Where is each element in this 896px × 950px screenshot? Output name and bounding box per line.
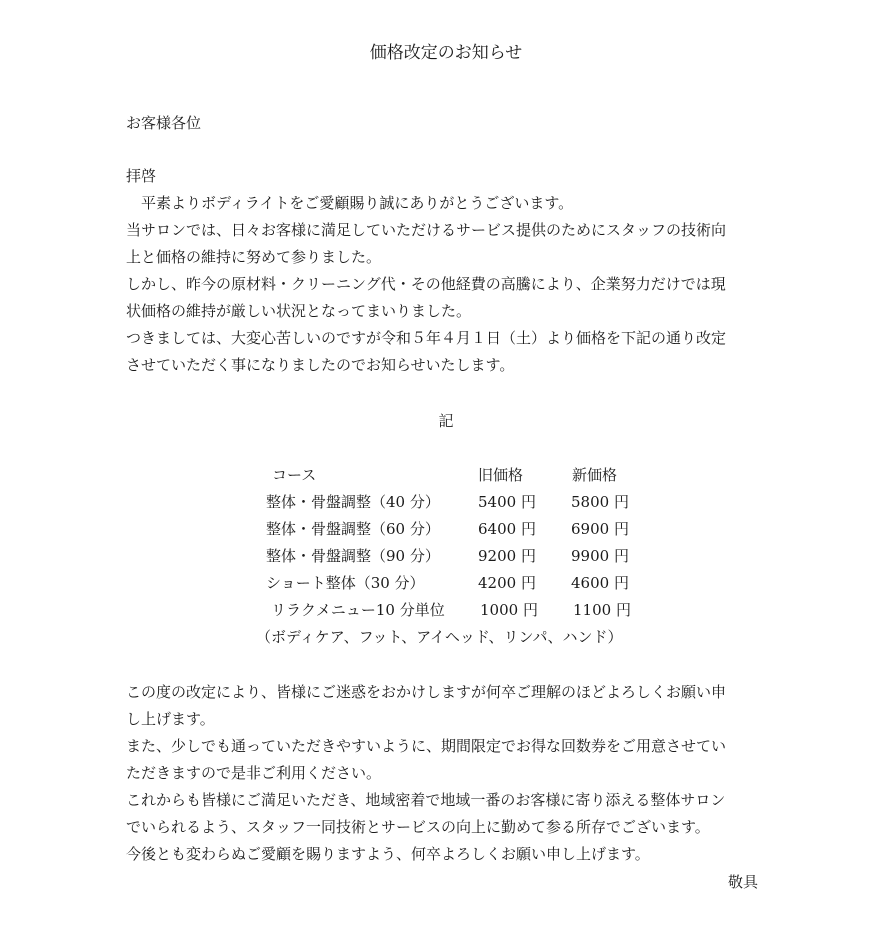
row-course: 整体・骨盤調整（90 分） <box>266 547 440 565</box>
opening-greeting: 拝啓 <box>126 167 157 185</box>
row-old-price: 6400 円 <box>478 520 536 538</box>
header-old-price: 旧価格 <box>478 466 524 484</box>
row-new-price: 5800 円 <box>571 493 629 511</box>
closing-line: この度の改定により、皆様にご迷惑をおかけしますが何卒ご理解のほどよろしくお願い申 <box>126 683 727 701</box>
body-line: 上と価格の維持に努めて参りました。 <box>126 248 382 266</box>
closing-line: でいられるよう、スタッフ一同技術とサービスの向上に勤めて参る所存でございます。 <box>126 818 710 836</box>
closing-line: これからも皆様にご満足いただき、地域密着で地域一番のお客様に寄り添える整体サロン <box>126 791 726 809</box>
row-course: 整体・骨盤調整（60 分） <box>266 520 440 538</box>
body-line: させていただく事になりましたのでお知らせいたします。 <box>126 356 515 374</box>
row-new-price: 1100 円 <box>573 601 631 619</box>
document-title: 価格改定のお知らせ <box>369 43 523 63</box>
closing-line: また、少しでも通っていただきやすいように、期間限定でお得な回数券をご用意させてい <box>126 737 727 755</box>
body-line: しかし、昨今の原材料・クリーニング代・その他経費の高騰により、企業努力だけでは現 <box>126 275 726 293</box>
menu-note: （ボディケア、フット、アイヘッド、リンパ、ハンド） <box>256 628 623 646</box>
header-course: コース <box>272 466 317 484</box>
row-course: リラクメニュー10 分単位 <box>271 601 445 619</box>
row-old-price: 9200 円 <box>478 547 536 565</box>
addressee: お客様各位 <box>126 114 202 132</box>
header-new-price: 新価格 <box>572 466 618 484</box>
closing-line: 今後とも変わらぬご愛顧を賜りますよう、何卒よろしくお願い申し上げます。 <box>126 845 650 863</box>
row-new-price: 9900 円 <box>571 547 629 565</box>
row-new-price: 6900 円 <box>571 520 629 538</box>
body-line: 当サロンでは、日々お客様に満足していただけるサービス提供のためにスタッフの技術向 <box>126 221 727 239</box>
row-old-price: 1000 円 <box>480 601 538 619</box>
row-new-price: 4600 円 <box>571 574 629 592</box>
row-course: ショート整体（30 分） <box>266 574 425 592</box>
signoff: 敬具 <box>727 873 758 891</box>
row-old-price: 4200 円 <box>478 574 536 592</box>
closing-line: ただきますので是非ご利用ください。 <box>126 764 382 782</box>
row-old-price: 5400 円 <box>478 493 536 511</box>
body-line: 状価格の維持が厳しい状況となってまいりました。 <box>126 302 472 320</box>
body-line: つきましては、大変心苦しいのですが令和５年４月１日（土）より価格を下記の通り改定 <box>126 329 727 347</box>
body-line: 平素よりボディライトをご愛顧賜り誠にありがとうございます。 <box>126 194 574 212</box>
closing-line: し上げます。 <box>126 710 215 728</box>
ki-heading: 記 <box>438 412 454 430</box>
row-course: 整体・骨盤調整（40 分） <box>266 493 440 511</box>
